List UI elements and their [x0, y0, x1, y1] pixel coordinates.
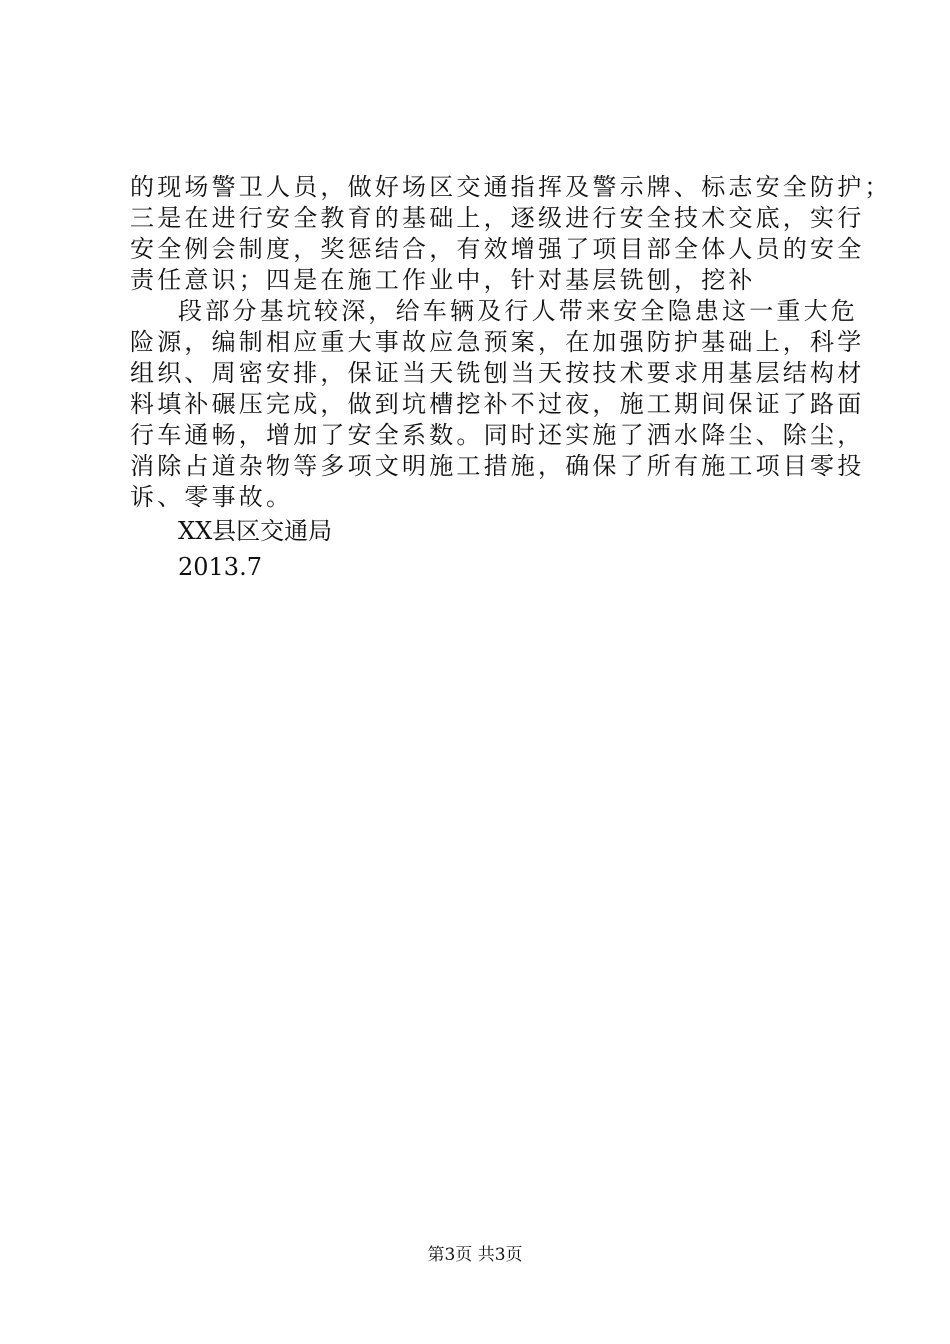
page-footer: 第3页 共3页	[427, 1245, 523, 1265]
signature-organization: XX县区交通局	[178, 517, 333, 545]
text-line: 行车通畅，增加了安全系数。同时还实施了洒水降尘、除尘，	[130, 421, 865, 449]
text-line: 段部分基坑较深，给车辆及行人带来安全隐患这一重大危	[178, 297, 858, 325]
text-line: 消除占道杂物等多项文明施工措施，确保了所有施工项目零投	[130, 452, 865, 480]
signature-date: 2013.7	[178, 553, 262, 581]
text-line: 料填补碾压完成，做到坑槽挖补不过夜，施工期间保证了路面	[130, 390, 865, 418]
text-line: 责任意识；四是在施工作业中，针对基层铣刨，挖补	[130, 266, 756, 294]
document-body	[130, 172, 892, 585]
text-line: 安全例会制度，奖惩结合，有效增强了项目部全体人员的安全	[130, 235, 865, 263]
text-line: 的现场警卫人员，做好场区交通指挥及警示牌、标志安全防护；	[130, 173, 892, 201]
text-line: 三是在进行安全教育的基础上，逐级进行安全技术交底，实行	[130, 204, 865, 232]
text-line: 诉、零事故。	[130, 483, 294, 511]
text-line: 险源，编制相应重大事故应急预案，在加强防护基础上，科学	[130, 328, 865, 356]
text-line: 组织、周密安排，保证当天铣刨当天按技术要求用基层结构材	[130, 359, 865, 387]
